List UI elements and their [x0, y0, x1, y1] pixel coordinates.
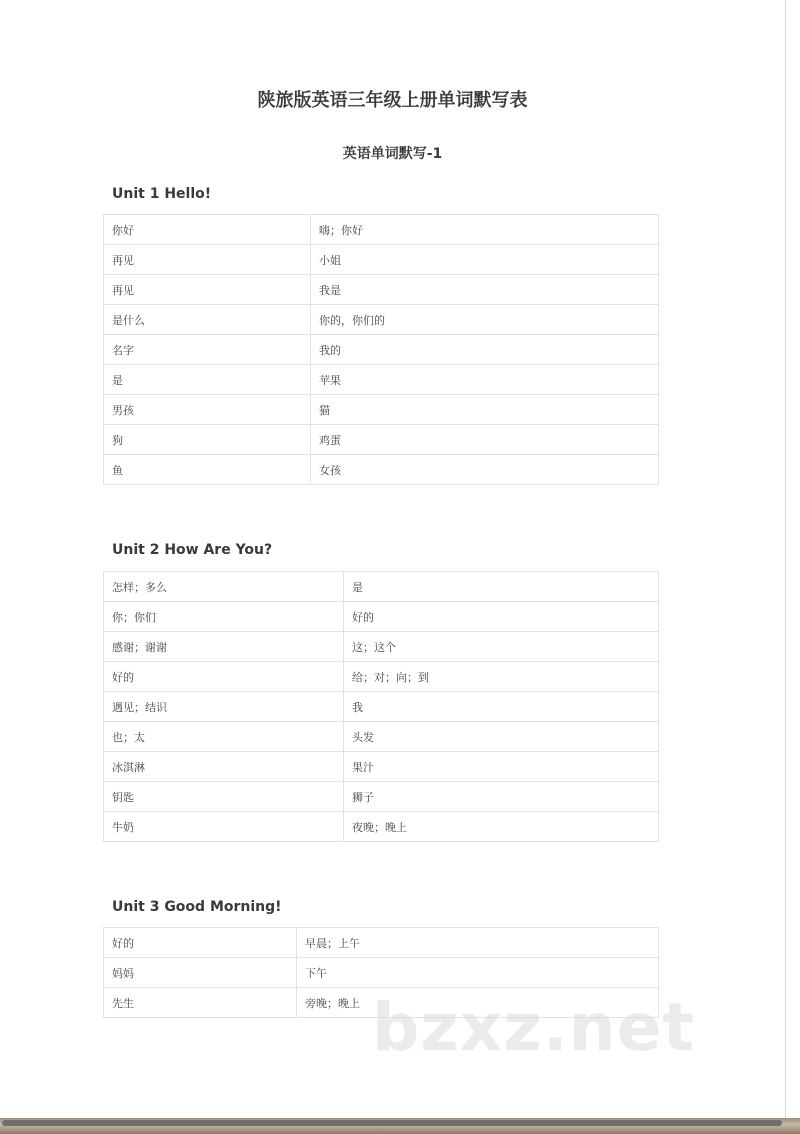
table-cell: 怎样；多么: [104, 572, 344, 602]
table-cell: 是: [344, 572, 659, 602]
table-cell: 头发: [344, 722, 659, 752]
table-row: [104, 335, 659, 365]
table-cell: 嗨；你好: [311, 215, 659, 245]
table-row: [104, 632, 659, 662]
table-cell: 妈妈: [104, 958, 297, 988]
table-cell: 这；这个: [344, 632, 659, 662]
table-row: [104, 455, 659, 485]
table-cell: 再见: [104, 275, 311, 305]
table-cell: 给；对；向；到: [344, 662, 659, 692]
table-row: [104, 245, 659, 275]
table-row: [104, 692, 659, 722]
table-row: [104, 275, 659, 305]
table-cell: 我的: [311, 335, 659, 365]
table-cell: 男孩: [104, 395, 311, 425]
unit-3-title: Unit 3 Good Morning!: [112, 899, 282, 915]
table-row: [104, 662, 659, 692]
table-cell: 先生: [104, 988, 297, 1018]
table-cell: 小姐: [311, 245, 659, 275]
table-row: [104, 782, 659, 812]
unit-1-table: [103, 214, 659, 485]
table-cell: 夜晚；晚上: [344, 812, 659, 842]
table-cell: 是什么: [104, 305, 311, 335]
table-cell: 狮子: [344, 782, 659, 812]
table-row: [104, 215, 659, 245]
table-cell: 鱼: [104, 455, 311, 485]
table-cell: 狗: [104, 425, 311, 455]
table-cell: 你的，你们的: [311, 305, 659, 335]
table-cell: 冰淇淋: [104, 752, 344, 782]
unit-3-table: [103, 927, 659, 1018]
table-row: [104, 602, 659, 632]
document-title: 陕旅版英语三年级上册单词默写表: [257, 90, 528, 111]
table-cell: 牛奶: [104, 812, 344, 842]
unit-1-title: Unit 1 Hello!: [112, 186, 212, 202]
table-cell: 是: [104, 365, 311, 395]
table-cell: 名字: [104, 335, 311, 365]
table-row: [104, 365, 659, 395]
table-row: [104, 752, 659, 782]
table-cell: 你好: [104, 215, 311, 245]
table-row: [104, 425, 659, 455]
table-row: [104, 572, 659, 602]
table-cell: 你；你们: [104, 602, 344, 632]
table-cell: 我: [344, 692, 659, 722]
table-row: [104, 988, 659, 1018]
unit-2-table: [103, 571, 659, 842]
table-cell: 也；太: [104, 722, 344, 752]
table-cell: 好的: [344, 602, 659, 632]
site-watermark: bzxz.net: [372, 989, 696, 1066]
table-row: [104, 305, 659, 335]
table-cell: 好的: [104, 662, 344, 692]
table-cell: 钥匙: [104, 782, 344, 812]
table-cell: 再见: [104, 245, 311, 275]
table-row: [104, 395, 659, 425]
table-cell: 早晨；上午: [297, 928, 659, 958]
table-cell: 感谢；谢谢: [104, 632, 344, 662]
scrollbar-thumb[interactable]: [2, 1120, 782, 1126]
table-cell: 下午: [297, 958, 659, 988]
table-cell: 猫: [311, 395, 659, 425]
table-row: [104, 722, 659, 752]
document-subtitle: 英语单词默写-1: [342, 146, 443, 162]
table-cell: 鸡蛋: [311, 425, 659, 455]
table-cell: 苹果: [311, 365, 659, 395]
table-row: [104, 928, 659, 958]
table-cell: 我是: [311, 275, 659, 305]
table-cell: 遇见；结识: [104, 692, 344, 722]
unit-2-title: Unit 2 How Are You?: [112, 542, 273, 558]
table-row: [104, 958, 659, 988]
table-row: [104, 812, 659, 842]
table-cell: 旁晚；晚上: [297, 988, 659, 1018]
table-cell: 果汁: [344, 752, 659, 782]
table-cell: 女孩: [311, 455, 659, 485]
table-cell: 好的: [104, 928, 297, 958]
